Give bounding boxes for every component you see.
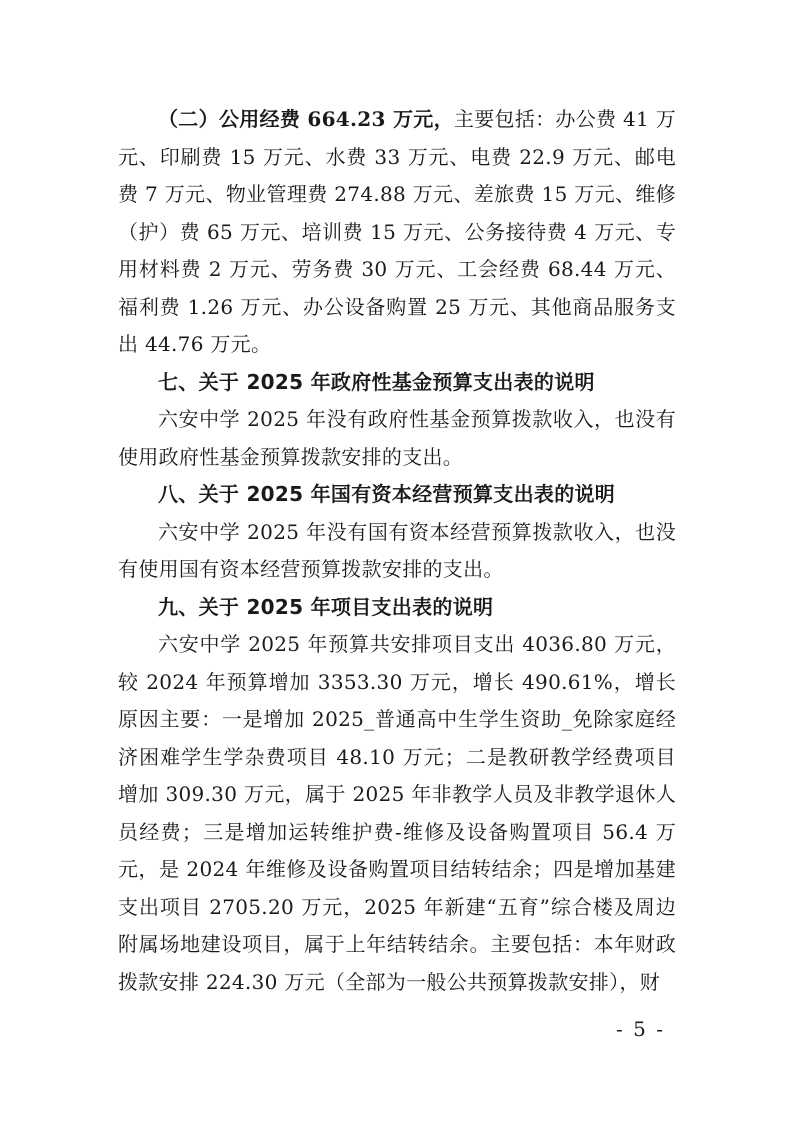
section-8-text: 六安中学 2025 年没有国有资本经营预算拨款收入，也没有使用国有资本经营预算拨款安排的支出。 xyxy=(118,519,676,581)
public-funds-detail: 主要包括：办公费 41 万元、印刷费 15 万元、水费 33 万元、电费 22.9 万元、邮电费 7 万元、物业管理费 274.88 万元、差旅费 15 万元、维修（护）费 65 万元、培训费 15 万元、公务接待费 4 万元、专用材料费 2 万元、劳务费 30 万元、工会经费 68.44 万元、福利费 1.26 万元、办公设备购置 25 万元、其他商品服务支出 44.76 万元。 xyxy=(118,107,676,356)
section-7-text: 六安中学 2025 年没有政府性基金预算拨款收入，也没有使用政府性基金预算拨款安排的支出。 xyxy=(118,407,676,469)
section-9-heading: 九、关于 2025 年项目支出表的说明 xyxy=(158,594,494,619)
page-number: - 5 - xyxy=(616,1017,665,1041)
body-text xyxy=(118,101,676,1001)
public-funds-lead: （二）公用经费 664.23 万元， xyxy=(158,107,454,131)
paragraph-public-funds xyxy=(118,101,676,364)
section-8-heading: 八、关于 2025 年国有资本经营预算支出表的说明 xyxy=(158,482,616,506)
section-7-heading: 七、关于 2025 年政府性基金预算支出表的说明 xyxy=(158,369,595,394)
section-9-text: 六安中学 2025 年预算共安排项目支出 4036.80 万元，较 2024 年预算增加 3353.30 万元，增长 490.61%，增长原因主要：一是增加 2025_普通高中生学生资助_免除家庭经济困难学生学杂费项目 48.10 万元；二是教研教学经费项目增加 309.30 万元，属于 2025 年非教学人员及非教学退休人员经费；三是增加运转维护费-维修及设备购置项目 56.4 万元，是 2024 年维修及设备购置项目结转结余；四是增加基建支出项目 2705.20 万元，2025 年新建“五育”综合楼及周边附属场地建设项目，属于上年结转结余。主要包括：本年财政拨款安排 224.30 万元（全部为一般公共预算拨款安排），财 xyxy=(118,632,676,994)
